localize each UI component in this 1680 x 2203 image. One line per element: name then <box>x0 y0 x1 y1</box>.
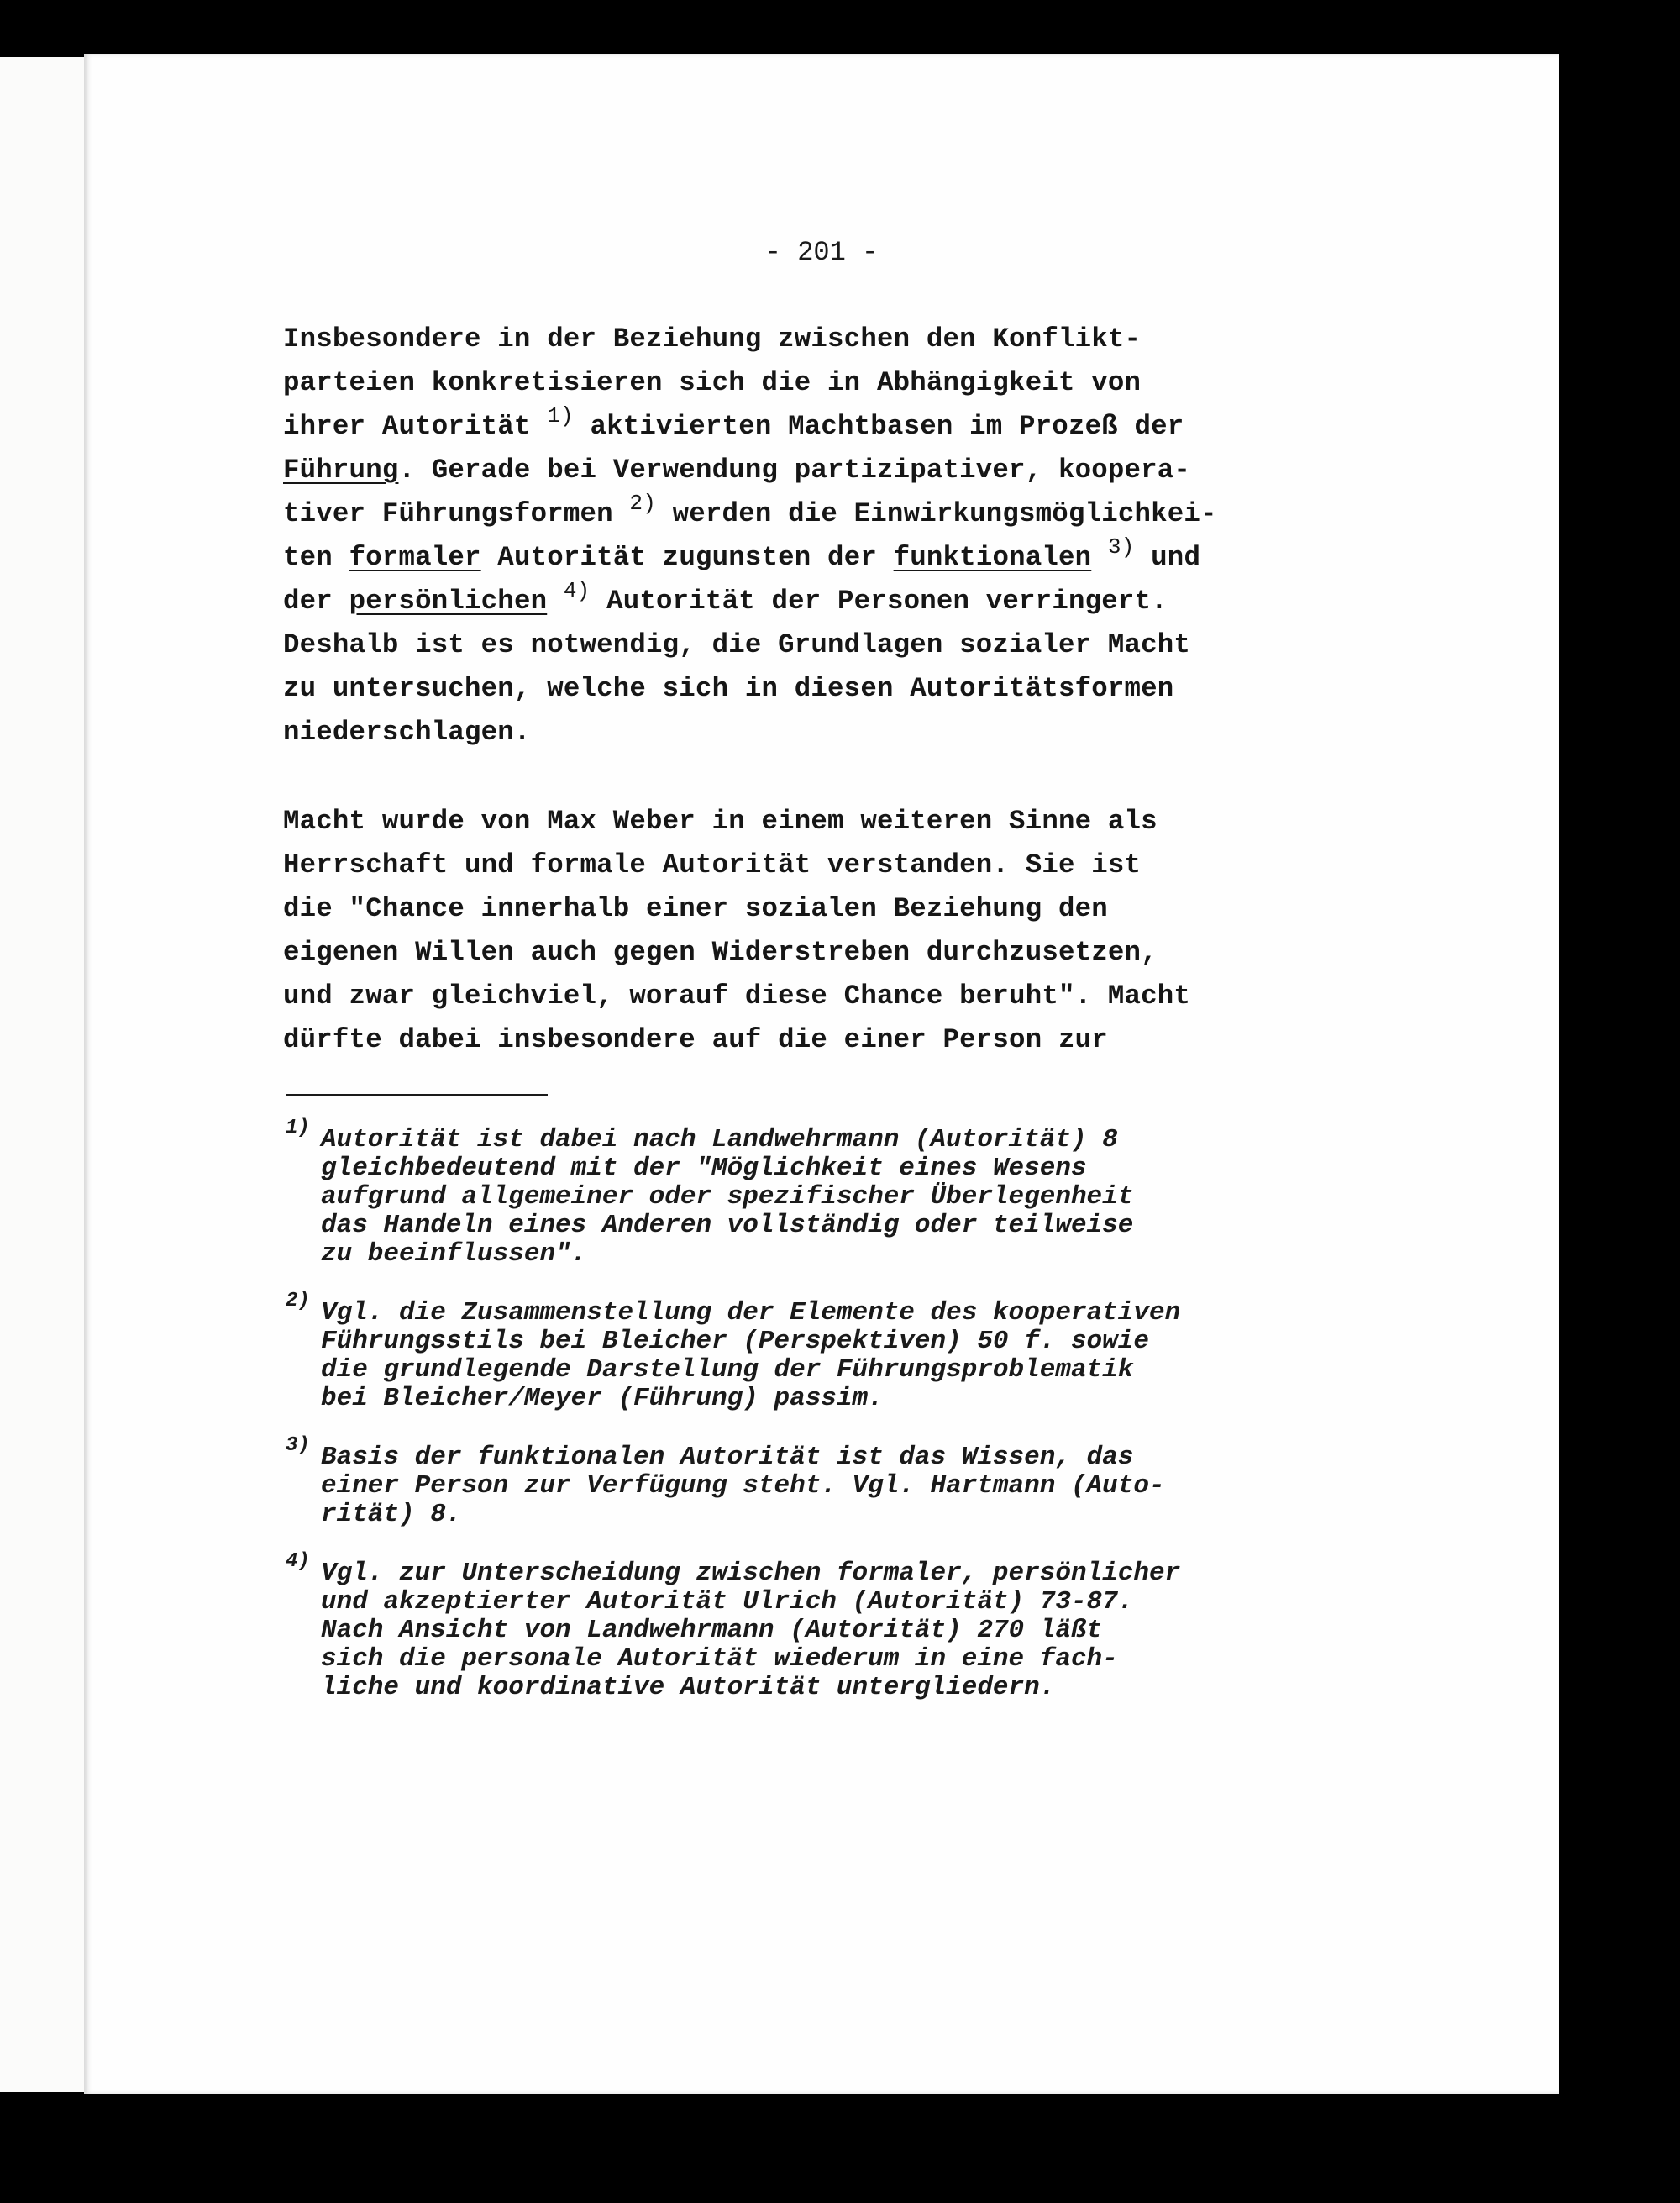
underlined-term: persönlichen <box>349 586 548 617</box>
footnote-mark: 1) <box>286 1117 310 1139</box>
footnote-ref-1[interactable]: 1) <box>547 403 574 429</box>
previous-page-edge <box>0 57 90 2092</box>
footnote-ref-4[interactable]: 4) <box>563 578 591 603</box>
footnote-line: Vgl. zur Unterscheidung zwischen formaler, persönlicher <box>321 1559 1181 1588</box>
text-line: parteien konkretisieren sich die in Abhängigkeit von <box>283 367 1142 398</box>
footnote-line: gleichbedeutend mit der "Möglichkeit eines Wesens <box>321 1154 1087 1183</box>
footnote-mark: 4) <box>286 1550 310 1573</box>
footnote-line: zu beeinflussen". <box>321 1239 587 1269</box>
footnote-separator <box>286 1094 548 1096</box>
text-line: Insbesondere in der Beziehung zwischen den Konflikt- <box>283 323 1142 355</box>
footnote-1 <box>286 1117 1378 1269</box>
underlined-term: formaler <box>349 542 481 573</box>
footnote-3 <box>286 1434 1378 1529</box>
text-line: eigenen Willen auch gegen Widerstreben durchzusetzen, <box>283 937 1158 968</box>
underlined-term: funktionalen <box>893 542 1092 573</box>
text-line: Deshalb ist es notwendig, die Grundlagen sozialer Macht <box>283 629 1191 660</box>
text-line: die "Chance innerhalb einer sozialen Beziehung den <box>283 893 1108 924</box>
footnote-mark: 3) <box>286 1434 310 1457</box>
footnote-line: Vgl. die Zusammenstellung der Elemente des kooperativen <box>321 1298 1181 1328</box>
text-line: ten formaler Autorität zugunsten der funktionalen $^{3)}$ und <box>283 534 1201 573</box>
footnote-line: einer Person zur Verfügung steht. Vgl. Hartmann (Auto- <box>321 1471 1165 1501</box>
page-number: - 201 - <box>764 237 879 268</box>
document-page <box>84 54 1559 2094</box>
text-line: dürfte dabei insbesondere auf die einer Person zur <box>283 1024 1108 1055</box>
footnote-ref-2[interactable]: 2) <box>629 491 656 516</box>
text-line: tiver Führungsformen $^{2)}$ werden die Einwirkungsmöglichkei- <box>283 491 1217 529</box>
body-paragraph-1 <box>283 318 1325 754</box>
footnote-line: rität) 8. <box>321 1500 462 1529</box>
text-line: ihrer Autorität $^{1)}$ aktivierten Machtbasen im Prozeß der <box>283 403 1184 442</box>
footnote-line: Nach Ansicht von Landwehrmann (Autorität) 270 läßt <box>321 1616 1103 1645</box>
footnote-line: aufgrund allgemeiner oder spezifischer Überlegenheit <box>321 1182 1134 1212</box>
text-line: Führung. Gerade bei Verwendung partizipativer, koopera- <box>283 455 1191 486</box>
text-line: zu untersuchen, welche sich in diesen Autoritätsformen <box>283 673 1174 704</box>
text-line: Herrschaft und formale Autorität verstanden. Sie ist <box>283 849 1142 881</box>
footnote-2 <box>286 1290 1378 1413</box>
text-line: niederschlagen. <box>283 717 531 748</box>
footnote-ref-3[interactable]: 3) <box>1107 534 1135 560</box>
body-paragraph-2 <box>283 800 1325 1062</box>
footnote-line: bei Bleicher/Meyer (Führung) passim. <box>321 1384 884 1413</box>
footnote-line: die grundlegende Darstellung der Führungsproblematik <box>321 1355 1134 1385</box>
text-line: und zwar gleichviel, worauf diese Chance beruht". Macht <box>283 981 1191 1012</box>
footnote-line: sich die personale Autorität wiederum in eine fach- <box>321 1644 1118 1674</box>
footnote-4 <box>286 1550 1378 1702</box>
text-line: der persönlichen $^{4)}$ Autorität der Personen verringert. <box>283 578 1168 617</box>
footnote-line: das Handeln eines Anderen vollständig oder teilweise <box>321 1211 1134 1240</box>
footnote-line: Autorität ist dabei nach Landwehrmann (Autorität) 8 <box>321 1125 1118 1154</box>
footnote-line: und akzeptierter Autorität Ulrich (Autorität) 73-87. <box>321 1587 1134 1617</box>
footnote-mark: 2) <box>286 1290 310 1312</box>
footnote-line: liche und koordinative Autorität untergliedern. <box>321 1673 1056 1702</box>
underlined-term: Führung <box>283 455 399 486</box>
footnote-line: Basis der funktionalen Autorität ist das Wissen, das <box>321 1443 1134 1472</box>
footnote-line: Führungsstils bei Bleicher (Perspektiven) 50 f. sowie <box>321 1327 1149 1356</box>
text-line: Macht wurde von Max Weber in einem weiteren Sinne als <box>283 806 1158 837</box>
